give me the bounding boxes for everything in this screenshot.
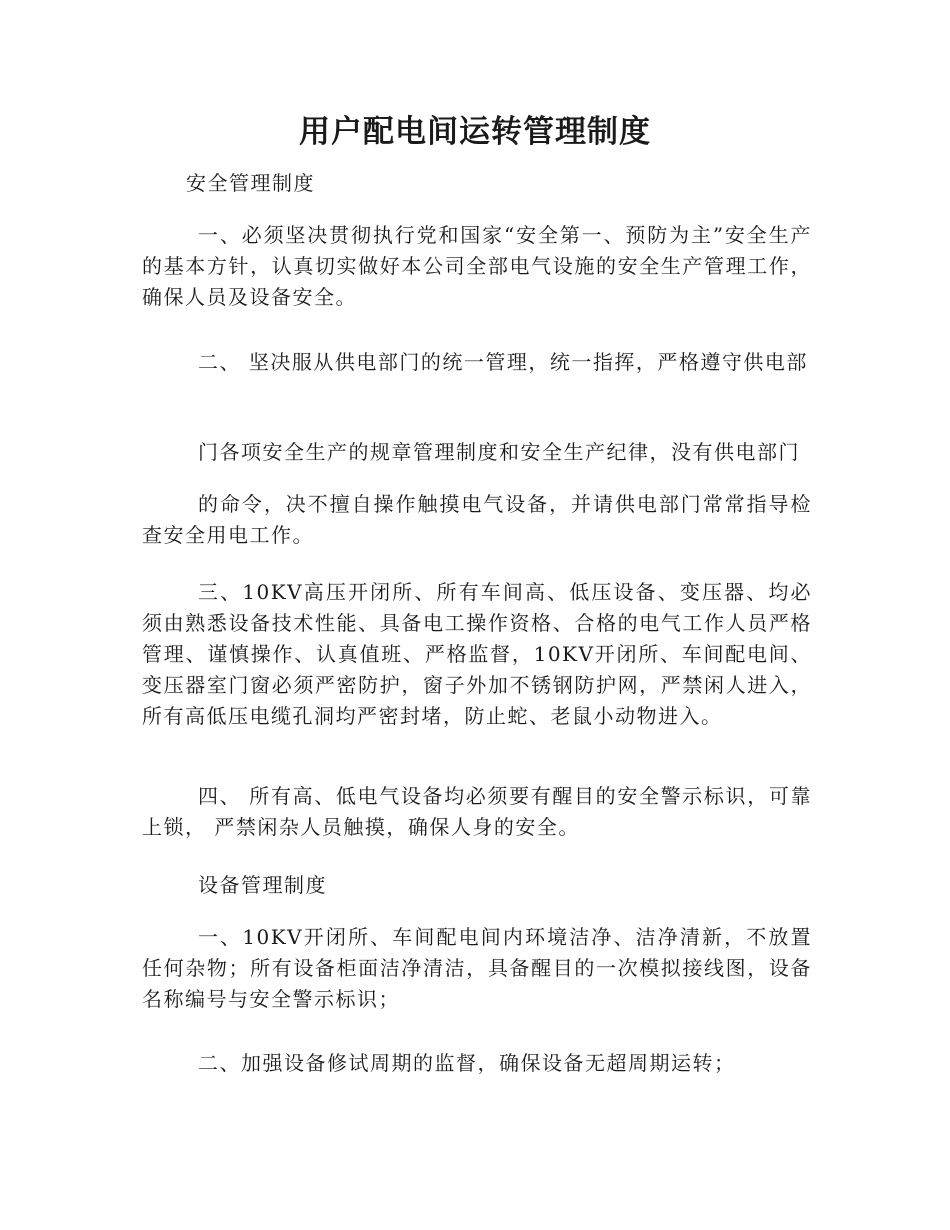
equipment-paragraph-1: 一、10KV开闭所、车间配电间内环境洁净、洁净清新，不放置任何杂物；所有设备柜面洁净清洁，具备醒目的一次模拟接线图，设备名称编号与安全警示标识； [142, 925, 812, 1011]
safety-paragraph-2-line-1: 二、 坚决服从供电部门的统一管理，统一指挥，严格遵守供电部 [198, 350, 808, 374]
section-heading-safety: 安全管理制度 [186, 171, 315, 195]
safety-paragraph-4: 四、 所有高、低电气设备均必须要有醒目的安全警示标识，可靠上锁， 严禁闲杂人员触摸，确保人身的安全。 [142, 784, 812, 839]
section-heading-equipment: 设备管理制度 [198, 873, 327, 897]
safety-paragraph-2-line-2: 门各项安全生产的规章管理制度和安全生产纪律，没有供电部门 [198, 440, 800, 464]
safety-paragraph-1: 一、必须坚决贯彻执行党和国家“安全第一、预防为主”安全生产的基本方针，认真切实做好本公司全部电气设施的安全生产管理工作，确保人员及设备安全。 [142, 223, 812, 309]
safety-paragraph-3: 三、10KV高压开闭所、所有车间高、低压设备、变压器、均必须由熟悉设备技术性能、具备电工操作资格、合格的电气工作人员严格管理、谨慎操作、认真值班、严格监督，10KV开闭所、车间配电间、变压器室门窗必须严密防护，窗子外加不锈钢防护网，严禁闲人进入，所有高低压电缆孔洞均严密封堵，防止蛇、老鼠小动物进入。 [142, 580, 812, 728]
document-title: 用户配电间运转管理制度 [299, 114, 651, 150]
safety-paragraph-2-line-3: 的命令，决不擅自操作触摸电气设备，并请供电部门常常指导检查安全用电工作。 [142, 492, 812, 547]
equipment-paragraph-2: 二、加强设备修试周期的监督，确保设备无超周期运转； [198, 1051, 736, 1075]
